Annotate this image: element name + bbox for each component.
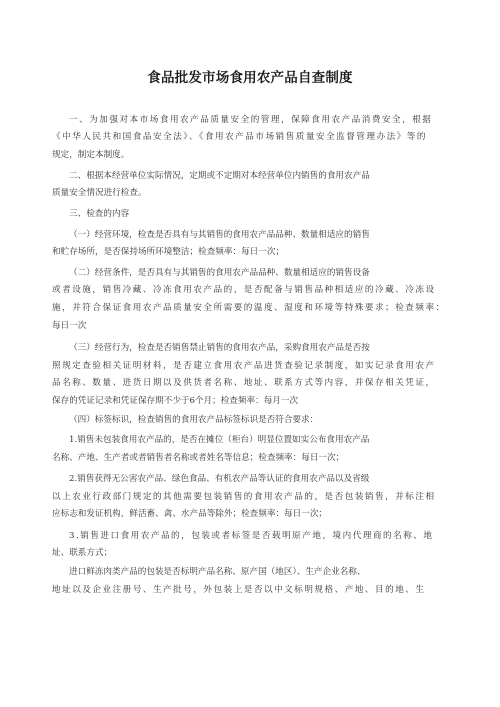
text-line: 和贮存场所，是否保持场所环境整洁；检查频率：每日一次； [52,247,285,257]
text-line: （一）经营环境，检查是否具有与其销售的食用农产品品种、数量相适应的销售 [69,230,370,240]
text-line: （二）经营条件，是否具有与其销售的食用农产品品种、数量相适应的销售设备 [69,268,370,278]
text-line: 施，并符合保证食用农产品质量安全所需要的温度、湿度和环境等特殊要求；检查频率： [52,303,446,313]
text-line: 《中华人民共和国食品安全法》、《食用农产品市场销售质量安全监督管理办法》等的 [52,132,427,142]
text-line: 进口鲜冻肉类产品的包装是否标明产品名称、原产国（地区）、生产企业名称、 [69,567,366,577]
text-line: 二、根据本经营单位实际情况，定期或不定期对本经营单位内销售的食用农产品 [69,171,370,181]
text-line: 地址以及企业注册号、生产批号，外包装上是否以中文标明规格、产地、目的地、生 [52,585,426,595]
text-line: 或者设施，销售冷藏、冷冻食用农产品的，是否配备与销售品种相适应的冷藏、冷冻设 [52,285,436,295]
text-line: （三）经营行为，检查是否销售禁止销售的食用农产品，采购食用农产品是否按 [69,343,370,353]
text-line: 名称、产地、生产者或者销售者名称或者姓名等信息；检查频率：每日一次； [52,453,345,463]
text-line: 三、检查的内容 [69,209,130,219]
text-line: 3.销售进口食用农产品的，包装或者标签是否载明原产地，境内代理商的名称、地 [69,531,434,541]
text-line: 品名称、数量、进货日期以及供货者名称、地址、联系方式等内容，并保存相关凭证， [52,378,436,388]
text-line: 每日一次 [52,321,87,331]
text-line: 一、为加强对本市场食用农产品质量安全的管理，保障食用农产品消费安全，根据 [69,115,433,125]
text-line: （四）标签标识，检查销售的食用农产品标签标识是否符合要求： [69,415,319,425]
text-line: 应标志和发证机构，鲜活畜、禽、水产品等除外；检查频率：每日一次； [52,509,328,519]
text-line: 质量安全情况进行检查。 [52,188,147,198]
text-line: 1.销售未包装食用农产品的，是否在摊位（柜台）明显位置如实公布食用农产品 [69,435,370,445]
text-line: 址、联系方式； [52,548,113,558]
text-line: 2.销售获得无公害农产品、绿色食品、有机农产品等认证的食用农产品以及省级 [69,474,370,484]
text-line: 保存的凭证记录和凭证保存期不少于6个月；检查频率：每月一次 [52,396,299,406]
text-line: 以上农业行政部门规定的其他需要包装销售的食用农产品的，是否包装销售，并标注相 [52,492,436,502]
text-line: 规定，制定本制度。 [52,150,130,160]
text-line: 照规定查验相关证明材料，是否建立食用农产品进货查验记录制度，如实记录食用农产 [52,361,436,371]
document-title: 食品批发市场食用农产品自查制度 [147,70,353,86]
